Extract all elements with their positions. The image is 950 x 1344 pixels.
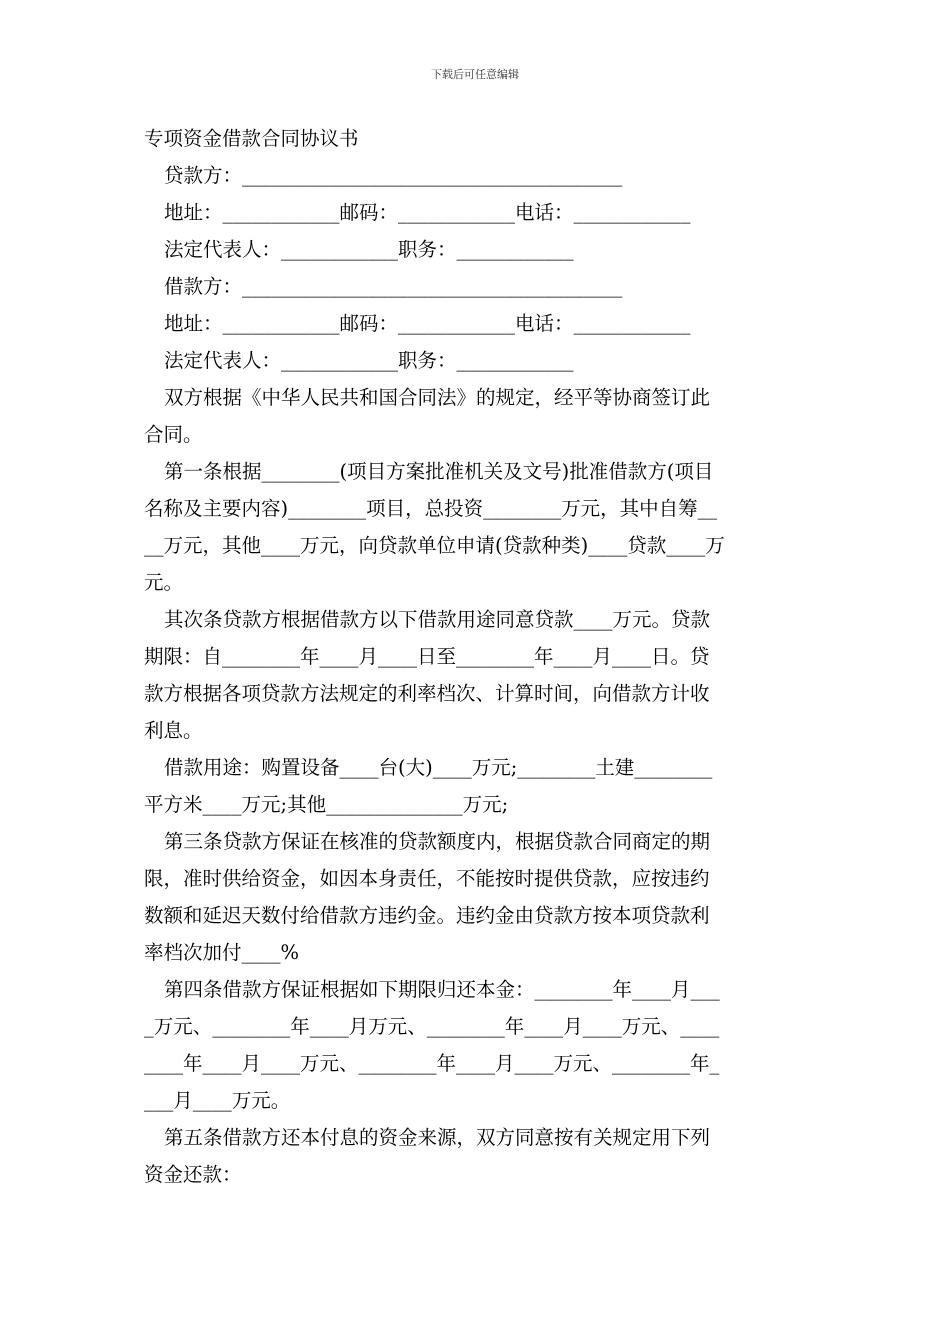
lender-rep-line: 法定代表人：____________职务：____________ [164, 238, 574, 261]
article-2-line-3: 款方根据各项贷款方法规定的利率档次、计算时间，向借款方计收 [144, 682, 710, 705]
article-5-line-2: 资金还款： [144, 1163, 242, 1186]
article-5-line-1: 第五条借款方还本付息的资金来源，双方同意按有关规定用下列 [164, 1126, 711, 1149]
borrower-name-line: 借款方：_______________________________________ [164, 275, 623, 298]
article-2-line-1: 其次条贷款方根据借款方以下借款用途同意贷款____万元。贷款 [164, 608, 711, 631]
purpose-line-1: 借款用途：购置设备____台(大)____万元;________土建________ [164, 756, 713, 779]
article-4-line-2: _万元、________年____月万元、________年____月____万元、____ [144, 1015, 720, 1038]
lender-name-line: 贷款方：_______________________________________ [164, 164, 623, 187]
article-3-line-4: 率档次加付____% [144, 941, 300, 964]
article-4-line-3: ____年____月____万元、________年____月____万元、________年_ [144, 1052, 720, 1075]
preamble-line-1: 双方根据《中华人民共和国合同法》的规定，经平等协商签订此 [164, 386, 711, 409]
article-1-line-3: __万元，其他____万元，向贷款单位申请(贷款种类)____贷款____万 [144, 534, 725, 557]
article-4-line-4: ___月____万元。 [144, 1089, 291, 1112]
purpose-line-2: 平方米____万元;其他______________万元; [144, 793, 509, 816]
article-3-line-1: 第三条贷款方保证在核准的贷款额度内，根据贷款合同商定的期 [164, 830, 711, 853]
borrower-address-line: 地址：____________邮码：____________电话：____________ [164, 312, 691, 335]
document-title: 专项资金借款合同协议书 [144, 127, 359, 150]
article-1-line-2: 名称及主要内容)________项目，总投资________万元，其中自筹__ [144, 497, 718, 520]
preamble-line-2: 合同。 [144, 423, 203, 446]
article-3-line-3: 数额和延迟天数付给借款方违约金。违约金由贷款方按本项贷款利 [144, 904, 710, 927]
article-2-line-4: 利息。 [144, 719, 203, 742]
page-header: 下载后可任意编辑 [431, 68, 519, 81]
contract-body [144, 120, 808, 1193]
article-4-line-1: 第四条借款方保证根据如下期限归还本金：________年____月___ [164, 978, 720, 1001]
article-3-line-2: 限，准时供给资金，如因本身责任，不能按时提供贷款，应按违约 [144, 867, 710, 890]
article-1-line-1: 第一条根据________(项目方案批准机关及文号)批准借款方(项目 [164, 460, 714, 483]
borrower-rep-line: 法定代表人：____________职务：____________ [164, 349, 574, 372]
article-2-line-2: 期限：自________年____月____日至________年____月____日。贷 [144, 645, 710, 668]
article-1-line-4: 元。 [144, 571, 184, 594]
lender-address-line: 地址：____________邮码：____________电话：____________ [164, 201, 691, 224]
